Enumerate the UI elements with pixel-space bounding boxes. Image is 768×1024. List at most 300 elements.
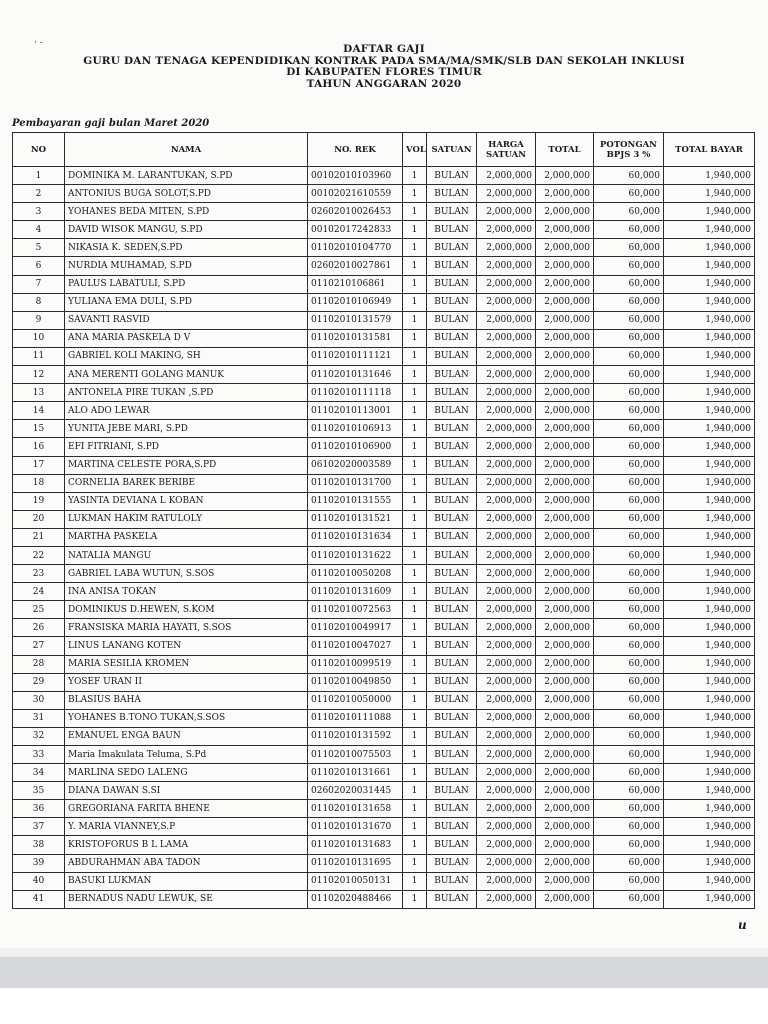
cell-vol: 1 [403,655,427,673]
cell-total-bayar: 1,940,000 [664,709,755,727]
cell-nama: FRANSISKA MARIA HAYATI, S.SOS [65,619,308,637]
cell-potongan: 60,000 [594,384,664,402]
cell-vol: 1 [403,347,427,365]
cell-satuan: BULAN [427,782,477,800]
cell-potongan: 60,000 [594,329,664,347]
cell-satuan: BULAN [427,347,477,365]
cell-satuan: BULAN [427,746,477,764]
cell-nama: YOHANES BEDA MITEN, S.PD [65,203,308,221]
cell-harga-satuan: 2,000,000 [477,673,536,691]
cell-total-bayar: 1,940,000 [664,727,755,745]
cell-vol: 1 [403,185,427,203]
cell-harga-satuan: 2,000,000 [477,546,536,564]
cell-total-bayar: 1,940,000 [664,601,755,619]
title-line-4: TAHUN ANGGARAN 2020 [306,77,462,90]
cell-satuan: BULAN [427,384,477,402]
cell-harga-satuan: 2,000,000 [477,347,536,365]
cell-harga-satuan: 2,000,000 [477,637,536,655]
cell-harga-satuan: 2,000,000 [477,601,536,619]
cell-potongan: 60,000 [594,565,664,583]
cell-satuan: BULAN [427,583,477,601]
cell-total: 2,000,000 [536,565,594,583]
cell-no-rek: 01102010131661 [308,764,403,782]
cell-potongan: 60,000 [594,221,664,239]
table-row [13,203,755,221]
salary-table-wrapper [12,132,754,909]
cell-harga-satuan: 2,000,000 [477,402,536,420]
cell-total-bayar: 1,940,000 [664,818,755,836]
cell-nama: NURDIA MUHAMAD, S.PD [65,257,308,275]
cell-nama: YUNITA JEBE MARI, S.PD [65,420,308,438]
cell-no-rek: 01102010111121 [308,347,403,365]
cell-potongan: 60,000 [594,872,664,890]
cell-no-rek: 01102010131683 [308,836,403,854]
cell-harga-satuan: 2,000,000 [477,691,536,709]
cell-potongan: 60,000 [594,709,664,727]
cell-potongan: 60,000 [594,438,664,456]
cell-no-rek: 01102010111118 [308,384,403,402]
cell-no: 5 [13,239,65,257]
cell-total-bayar: 1,940,000 [664,257,755,275]
cell-vol: 1 [403,167,427,185]
cell-total: 2,000,000 [536,764,594,782]
table-row [13,673,755,691]
cell-harga-satuan: 2,000,000 [477,764,536,782]
table-body [13,167,755,909]
cell-no: 26 [13,619,65,637]
cell-potongan: 60,000 [594,583,664,601]
table-row [13,420,755,438]
cell-no: 30 [13,691,65,709]
cell-total: 2,000,000 [536,185,594,203]
cell-potongan: 60,000 [594,185,664,203]
cell-harga-satuan: 2,000,000 [477,239,536,257]
cell-nama: ANA MARIA PASKELA D V [65,329,308,347]
cell-total-bayar: 1,940,000 [664,673,755,691]
cell-no-rek: 02602020031445 [308,782,403,800]
cell-no: 8 [13,293,65,311]
cell-harga-satuan: 2,000,000 [477,492,536,510]
cell-vol: 1 [403,366,427,384]
cell-nama: SAVANTI RASVID [65,311,308,329]
cell-total-bayar: 1,940,000 [664,528,755,546]
cell-harga-satuan: 2,000,000 [477,275,536,293]
handwritten-mark: u [738,918,747,932]
cell-total: 2,000,000 [536,366,594,384]
table-row [13,854,755,872]
cell-nama: DOMINIKUS D.HEWEN, S.KOM [65,601,308,619]
cell-no-rek: 01102010131609 [308,583,403,601]
cell-potongan: 60,000 [594,492,664,510]
cell-nama: Maria Imakulata Teluma, S.Pd [65,746,308,764]
cell-no: 34 [13,764,65,782]
cell-no: 23 [13,565,65,583]
cell-satuan: BULAN [427,619,477,637]
cell-total: 2,000,000 [536,709,594,727]
cell-no-rek: 01102010131622 [308,546,403,564]
cell-no: 28 [13,655,65,673]
cell-nama: YOSEF URAN II [65,673,308,691]
cell-total-bayar: 1,940,000 [664,384,755,402]
cell-vol: 1 [403,673,427,691]
cell-harga-satuan: 2,000,000 [477,655,536,673]
cell-total: 2,000,000 [536,854,594,872]
cell-no: 29 [13,673,65,691]
cell-vol: 1 [403,691,427,709]
cell-no: 12 [13,366,65,384]
cell-no: 31 [13,709,65,727]
cell-nama: YOHANES B.TONO TUKAN,S.SOS [65,709,308,727]
cell-total-bayar: 1,940,000 [664,438,755,456]
cell-no-rek: 01102010099519 [308,655,403,673]
cell-total: 2,000,000 [536,546,594,564]
cell-nama: DOMINIKA M. LARANTUKAN, S.PD [65,167,308,185]
cell-vol: 1 [403,709,427,727]
table-row [13,782,755,800]
cell-vol: 1 [403,565,427,583]
cell-no-rek: 01102010131646 [308,366,403,384]
cell-total: 2,000,000 [536,528,594,546]
cell-potongan: 60,000 [594,800,664,818]
cell-no-rek: 01102010050131 [308,872,403,890]
cell-potongan: 60,000 [594,510,664,528]
cell-vol: 1 [403,546,427,564]
cell-nama: NIKASIA K. SEDEN,S.PD [65,239,308,257]
table-row [13,546,755,564]
cell-vol: 1 [403,528,427,546]
scan-background [0,948,768,1024]
cell-total-bayar: 1,940,000 [664,420,755,438]
cell-nama: GREGORIANA FARITA BHENE [65,800,308,818]
cell-vol: 1 [403,782,427,800]
cell-total: 2,000,000 [536,329,594,347]
cell-potongan: 60,000 [594,456,664,474]
cell-satuan: BULAN [427,836,477,854]
cell-nama: MARLINA SEDO LALENG [65,764,308,782]
cell-total: 2,000,000 [536,619,594,637]
table-row [13,655,755,673]
cell-nama: GABRIEL LABA WUTUN, S.SOS [65,565,308,583]
cell-vol: 1 [403,836,427,854]
cell-no: 37 [13,818,65,836]
cell-nama: ANA MERENTI GOLANG MANUK [65,366,308,384]
cell-nama: ABDURAHMAN ABA TADON [65,854,308,872]
table-row [13,890,755,908]
cell-nama: MARIA SESILIA KROMEN [65,655,308,673]
cell-satuan: BULAN [427,420,477,438]
table-row [13,800,755,818]
cell-total-bayar: 1,940,000 [664,221,755,239]
title-line-1: DAFTAR GAJI [343,43,425,55]
cell-total: 2,000,000 [536,800,594,818]
cell-satuan: BULAN [427,637,477,655]
cell-total: 2,000,000 [536,637,594,655]
cell-no: 14 [13,402,65,420]
cell-potongan: 60,000 [594,203,664,221]
cell-total: 2,000,000 [536,456,594,474]
cell-satuan: BULAN [427,293,477,311]
cell-no: 9 [13,311,65,329]
cell-satuan: BULAN [427,854,477,872]
cell-total: 2,000,000 [536,510,594,528]
header-no-rek: NO. REK [308,133,403,167]
cell-vol: 1 [403,239,427,257]
cell-total-bayar: 1,940,000 [664,167,755,185]
cell-vol: 1 [403,727,427,745]
cell-total: 2,000,000 [536,438,594,456]
cell-no: 24 [13,583,65,601]
table-row [13,764,755,782]
cell-potongan: 60,000 [594,293,664,311]
cell-total-bayar: 1,940,000 [664,293,755,311]
cell-no: 16 [13,438,65,456]
cell-satuan: BULAN [427,366,477,384]
cell-potongan: 60,000 [594,167,664,185]
cell-no: 19 [13,492,65,510]
cell-potongan: 60,000 [594,420,664,438]
cell-vol: 1 [403,619,427,637]
cell-total: 2,000,000 [536,673,594,691]
cell-potongan: 60,000 [594,347,664,365]
cell-potongan: 60,000 [594,836,664,854]
table-row [13,275,755,293]
cell-no: 27 [13,637,65,655]
cell-no: 2 [13,185,65,203]
cell-satuan: BULAN [427,402,477,420]
cell-satuan: BULAN [427,185,477,203]
cell-total-bayar: 1,940,000 [664,203,755,221]
cell-no: 18 [13,474,65,492]
cell-no-rek: 01102010049850 [308,673,403,691]
cell-total-bayar: 1,940,000 [664,546,755,564]
cell-satuan: BULAN [427,257,477,275]
cell-nama: MARTHA PASKELA [65,528,308,546]
cell-no: 25 [13,601,65,619]
cell-potongan: 60,000 [594,637,664,655]
table-row [13,311,755,329]
cell-total: 2,000,000 [536,583,594,601]
cell-total: 2,000,000 [536,492,594,510]
cell-no-rek: 00102017242833 [308,221,403,239]
cell-harga-satuan: 2,000,000 [477,420,536,438]
cell-nama: PAULUS LABATULI, S.PD [65,275,308,293]
cell-no: 13 [13,384,65,402]
cell-satuan: BULAN [427,203,477,221]
cell-vol: 1 [403,800,427,818]
cell-no-rek: 01102010131700 [308,474,403,492]
cell-satuan: BULAN [427,601,477,619]
table-row [13,239,755,257]
cell-potongan: 60,000 [594,619,664,637]
cell-satuan: BULAN [427,800,477,818]
cell-satuan: BULAN [427,456,477,474]
cell-no: 40 [13,872,65,890]
cell-satuan: BULAN [427,818,477,836]
cell-nama: ALO ADO LEWAR [65,402,308,420]
cell-total: 2,000,000 [536,402,594,420]
cell-harga-satuan: 2,000,000 [477,528,536,546]
cell-total-bayar: 1,940,000 [664,239,755,257]
cell-potongan: 60,000 [594,474,664,492]
cell-no: 15 [13,420,65,438]
cell-total-bayar: 1,940,000 [664,329,755,347]
cell-harga-satuan: 2,000,000 [477,619,536,637]
cell-harga-satuan: 2,000,000 [477,257,536,275]
cell-potongan: 60,000 [594,257,664,275]
cell-satuan: BULAN [427,727,477,745]
table-row [13,384,755,402]
cell-nama: KRISTOFORUS B L LAMA [65,836,308,854]
cell-harga-satuan: 2,000,000 [477,474,536,492]
cell-no: 6 [13,257,65,275]
cell-total: 2,000,000 [536,257,594,275]
cell-nama: EMANUEL ENGA BAUN [65,727,308,745]
cell-satuan: BULAN [427,311,477,329]
cell-no: 20 [13,510,65,528]
cell-vol: 1 [403,764,427,782]
cell-satuan: BULAN [427,492,477,510]
cell-no-rek: 01102010049917 [308,619,403,637]
cell-vol: 1 [403,402,427,420]
cell-no-rek: 01102020488466 [308,890,403,908]
cell-no-rek: 01102010131695 [308,854,403,872]
cell-harga-satuan: 2,000,000 [477,438,536,456]
cell-nama: LINUS LANANG KOTEN [65,637,308,655]
cell-total: 2,000,000 [536,872,594,890]
cell-vol: 1 [403,438,427,456]
cell-satuan: BULAN [427,167,477,185]
cell-total: 2,000,000 [536,655,594,673]
cell-harga-satuan: 2,000,000 [477,872,536,890]
cell-total-bayar: 1,940,000 [664,474,755,492]
cell-harga-satuan: 2,000,000 [477,293,536,311]
cell-nama: BERNADUS NADU LEWUK, SE [65,890,308,908]
table-row [13,221,755,239]
cell-no-rek: 06102020003589 [308,456,403,474]
cell-satuan: BULAN [427,528,477,546]
cell-total-bayar: 1,940,000 [664,583,755,601]
cell-vol: 1 [403,601,427,619]
table-row [13,637,755,655]
cell-satuan: BULAN [427,221,477,239]
cell-potongan: 60,000 [594,782,664,800]
table-row [13,691,755,709]
cell-no: 38 [13,836,65,854]
header-total: TOTAL [536,133,594,167]
cell-total: 2,000,000 [536,311,594,329]
table-row [13,709,755,727]
cell-no: 10 [13,329,65,347]
cell-vol: 1 [403,583,427,601]
cell-potongan: 60,000 [594,402,664,420]
cell-potongan: 60,000 [594,854,664,872]
cell-nama: BLASIUS BAHA [65,691,308,709]
cell-total-bayar: 1,940,000 [664,456,755,474]
cell-nama: INA ANISA TOKAN [65,583,308,601]
cell-harga-satuan: 2,000,000 [477,565,536,583]
cell-total: 2,000,000 [536,601,594,619]
cell-total-bayar: 1,940,000 [664,764,755,782]
cell-no: 4 [13,221,65,239]
cell-satuan: BULAN [427,565,477,583]
header-no: NO [13,133,65,167]
cell-no-rek: 00102021610559 [308,185,403,203]
cell-nama: GABRIEL KOLI MAKING, SH [65,347,308,365]
cell-no: 35 [13,782,65,800]
table-row [13,474,755,492]
cell-harga-satuan: 2,000,000 [477,329,536,347]
cell-satuan: BULAN [427,709,477,727]
cell-nama: MARTINA CELESTE PORA,S.PD [65,456,308,474]
cell-no: 39 [13,854,65,872]
cell-potongan: 60,000 [594,546,664,564]
table-row [13,167,755,185]
cell-vol: 1 [403,474,427,492]
cell-harga-satuan: 2,000,000 [477,818,536,836]
cell-vol: 1 [403,746,427,764]
cell-potongan: 60,000 [594,311,664,329]
payment-period: Pembayaran gaji bulan Maret 2020 [12,118,210,129]
cell-nama: BASUKI LUKMAN [65,872,308,890]
cell-no: 21 [13,528,65,546]
cell-total-bayar: 1,940,000 [664,854,755,872]
cell-harga-satuan: 2,000,000 [477,583,536,601]
cell-no-rek: 01102010106900 [308,438,403,456]
cell-vol: 1 [403,203,427,221]
cell-harga-satuan: 2,000,000 [477,366,536,384]
cell-harga-satuan: 2,000,000 [477,746,536,764]
cell-no-rek: 0110210106861 [308,275,403,293]
cell-total-bayar: 1,940,000 [664,619,755,637]
cell-total: 2,000,000 [536,836,594,854]
cell-harga-satuan: 2,000,000 [477,311,536,329]
cell-total: 2,000,000 [536,293,594,311]
cell-harga-satuan: 2,000,000 [477,854,536,872]
cell-nama: Y. MARIA VIANNEY,S.P [65,818,308,836]
cell-potongan: 60,000 [594,655,664,673]
cell-satuan: BULAN [427,329,477,347]
cell-potongan: 60,000 [594,818,664,836]
cell-vol: 1 [403,456,427,474]
header-satuan: SATUAN [427,133,477,167]
cell-nama: DIANA DAWAN S.SI [65,782,308,800]
title-line-2: GURU DAN TENAGA KEPENDIDIKAN KONTRAK PADA SMA/MA/SMK/SLB DAN SEKOLAH INKLUSI [83,54,685,67]
cell-satuan: BULAN [427,764,477,782]
cell-total-bayar: 1,940,000 [664,691,755,709]
cell-nama: CORNELIA BAREK BERIBE [65,474,308,492]
cell-total: 2,000,000 [536,203,594,221]
cell-vol: 1 [403,221,427,239]
table-row [13,510,755,528]
cell-vol: 1 [403,854,427,872]
cell-no: 1 [13,167,65,185]
cell-vol: 1 [403,329,427,347]
table-row [13,492,755,510]
cell-potongan: 60,000 [594,239,664,257]
cell-no: 3 [13,203,65,221]
cell-potongan: 60,000 [594,673,664,691]
document-title [0,44,768,90]
cell-harga-satuan: 2,000,000 [477,185,536,203]
cell-satuan: BULAN [427,890,477,908]
cell-vol: 1 [403,293,427,311]
cell-vol: 1 [403,637,427,655]
table-row [13,746,755,764]
header-harga-satuan: HARGA SATUAN [477,133,536,167]
cell-no-rek: 00102010103960 [308,167,403,185]
cell-potongan: 60,000 [594,746,664,764]
table-row [13,528,755,546]
